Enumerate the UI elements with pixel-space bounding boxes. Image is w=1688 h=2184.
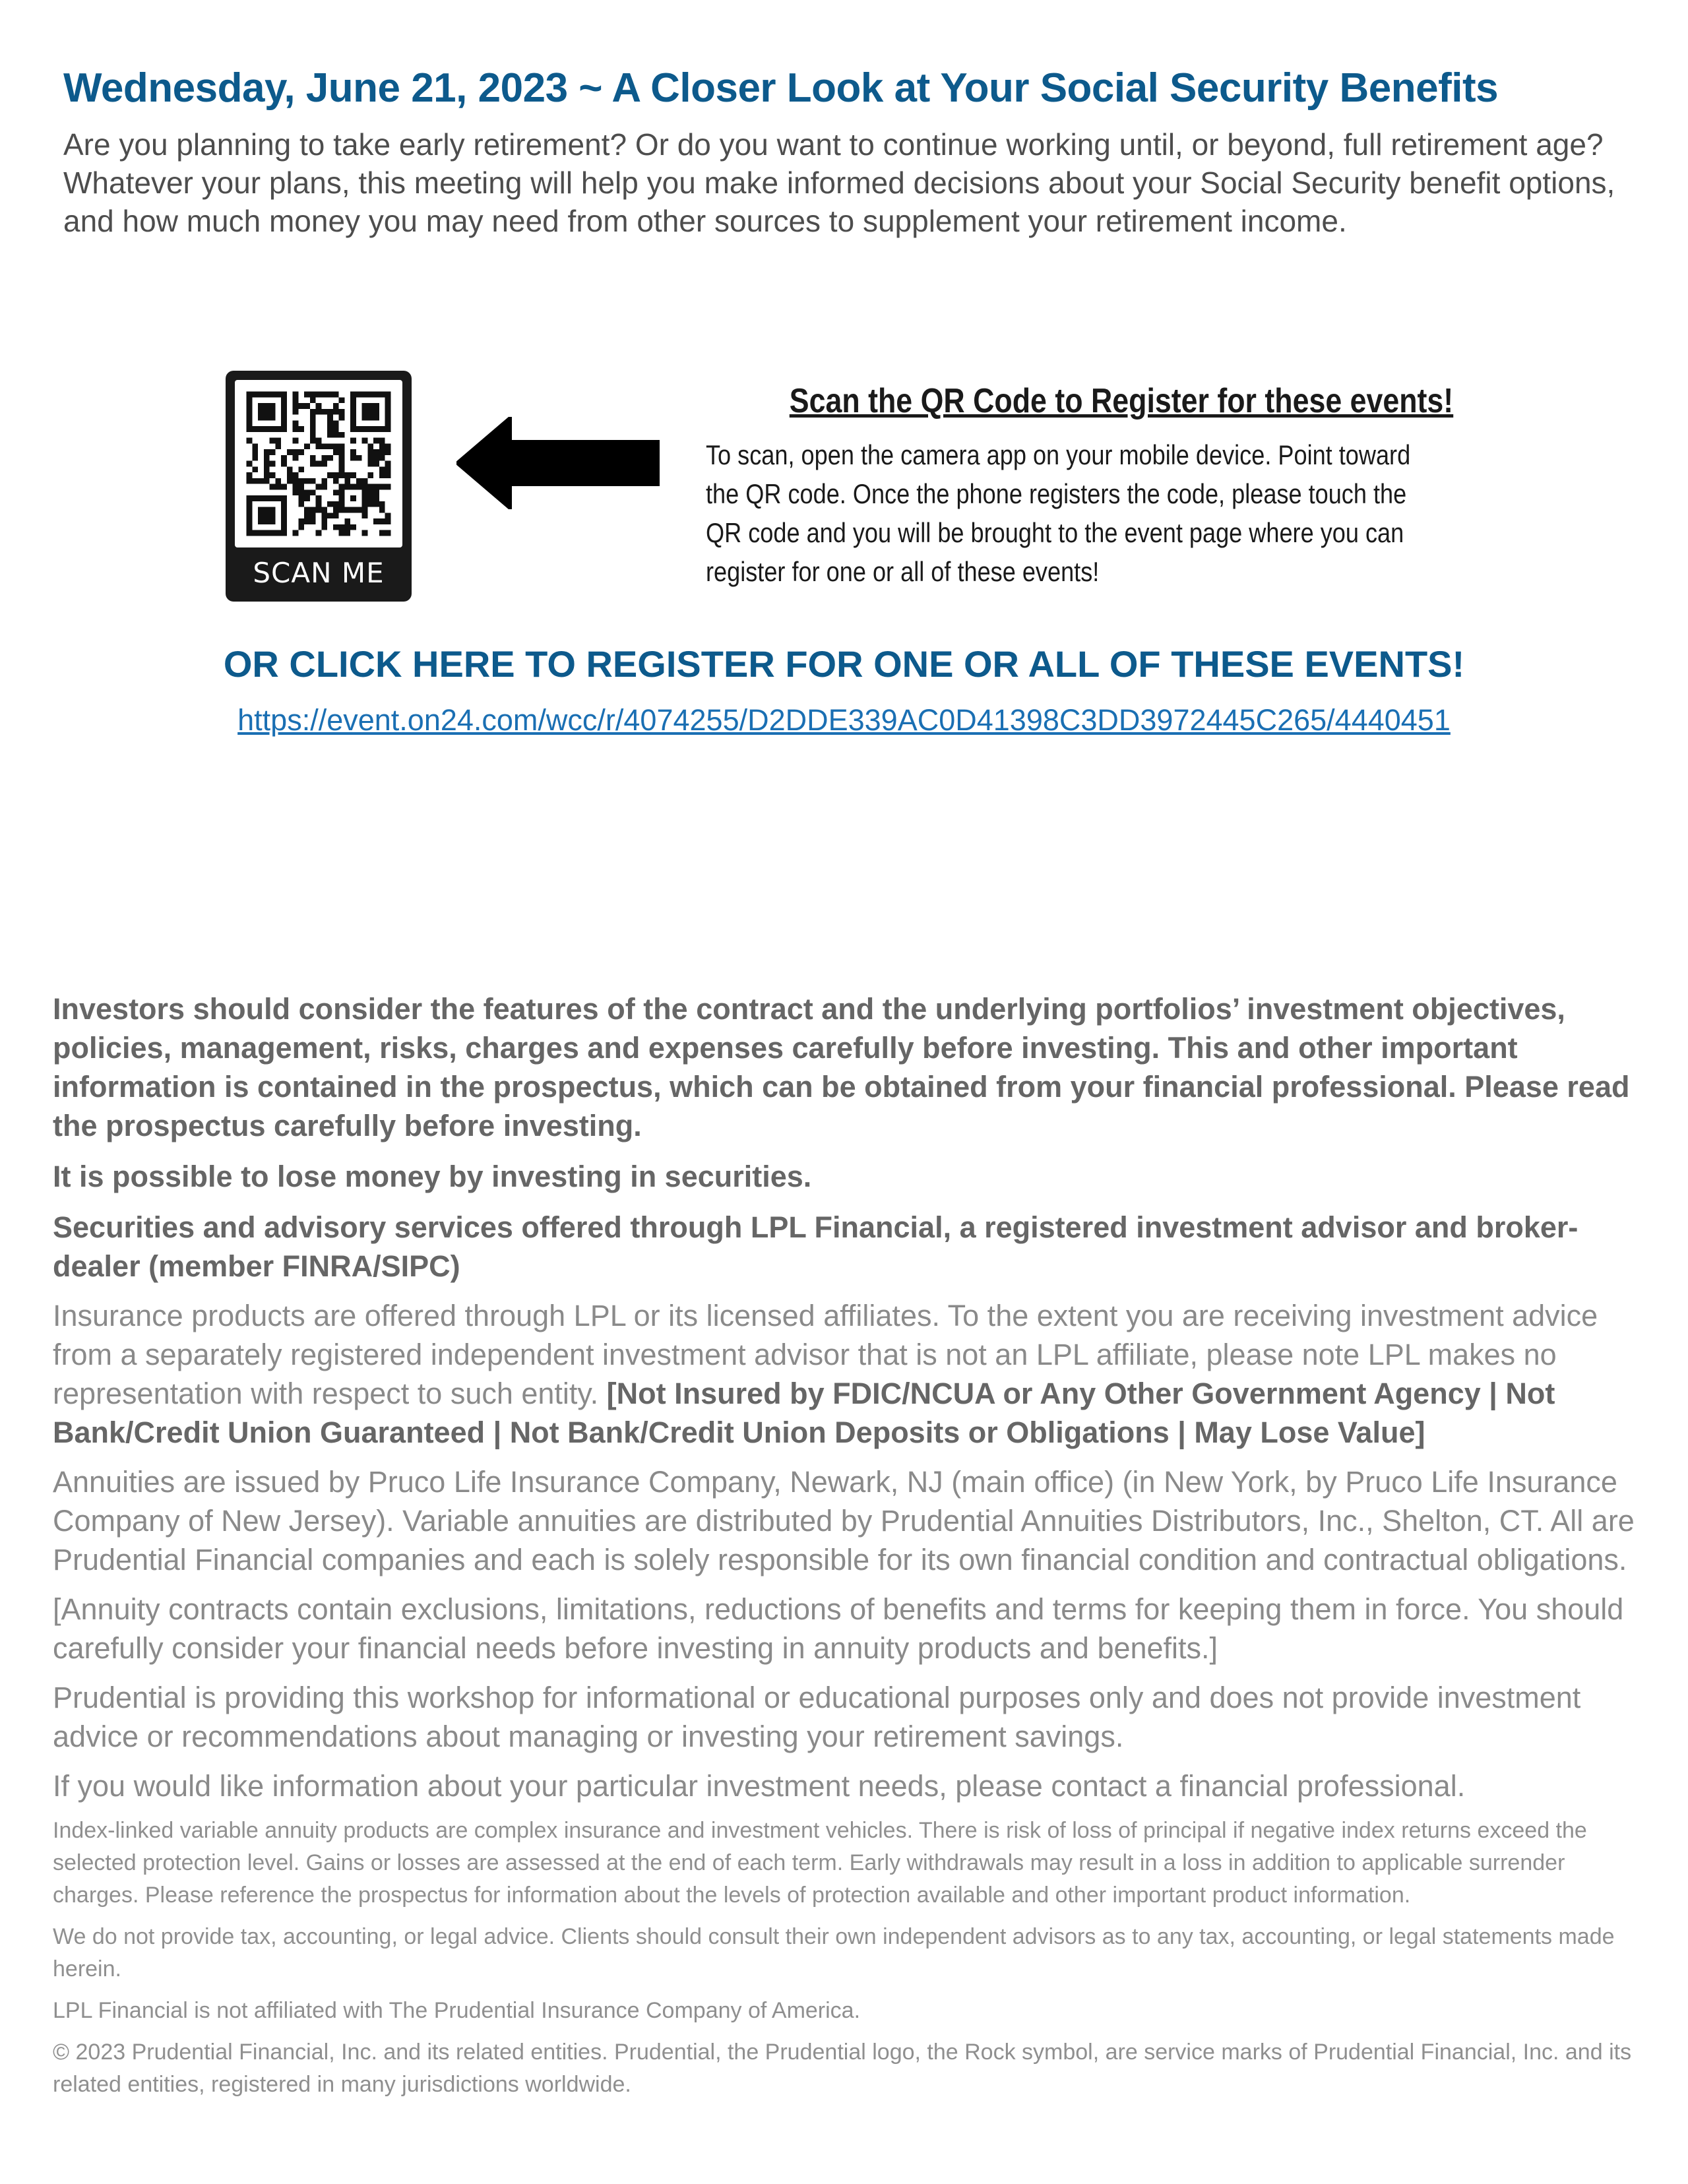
disclaimer-section — [53, 989, 1649, 2101]
disclaimer-lose-money: It is possible to lose money by investing in securities. — [53, 1160, 812, 1193]
disclaimer-insurance — [53, 1296, 1649, 1452]
disclaimer-workshop: Prudential is providing this workshop for informational or educational purposes only and does not provide investment advice or recommendations about managing or investing your retirement savings. — [53, 1681, 1581, 1753]
event-title: Wednesday, June 21, 2023 ~ A Closer Look at Your Social Security Benefits — [63, 65, 1499, 111]
disclaimer-tax: We do not provide tax, accounting, or legal advice. Clients should consult their own independent advisors as to any tax, accounting, or legal statements made herein. — [53, 1924, 1615, 1981]
arrow-left-icon — [456, 417, 661, 509]
register-link[interactable]: https://event.on24.com/wcc/r/4074255/D2DDE339AC0D41398C3DD3972445C265/4440451 — [237, 703, 1451, 737]
scan-qr-heading: Scan the QR Code to Register for these events! — [789, 382, 1454, 420]
disclaimer-not-insured: [Not Insured by FDIC/NCUA or Any Other Government Agency | Not Bank/Credit Union Guaranteed | Not Bank/Credit Union Deposits or Obligations | May Lose Value] — [53, 1377, 1555, 1449]
qr-code-image[interactable] — [235, 380, 402, 547]
disclaimer-copyright: © 2023 Prudential Financial, Inc. and its related entities. Prudential, the Prudential logo, the Rock symbol, are service marks of Prudential Financial, Inc. and its related entities, registered in many jurisdictions worldwide. — [53, 2040, 1632, 2097]
disclaimer-securities: Securities and advisory services offered through LPL Financial, a registered investment advisor and broker-dealer (member FINRA/SIPC) — [53, 1210, 1579, 1283]
disclaimer-contact: If you would like information about your particular investment needs, please contact a financial professional. — [53, 1769, 1466, 1803]
disclaimer-annuities: Annuities are issued by Pruco Life Insurance Company, Newark, NJ (main office) (in New York, by Pruco Life Insurance Company of New Jersey). Variable annuities are distributed by Prudential Annuities Distributors, Inc., Shelton, CT. All are Prudential Financial companies and each is solely responsible for its own financial condition and contractual obligations. — [53, 1465, 1635, 1576]
disclaimer-investors: Investors should consider the features of the contract and the underlying portfolios’ investment objectives, policies, management, risks, charges and expenses carefully before investing. This and other important information is contained in the prospectus, which can be obtained from your financial professional. Please read the prospectus carefully before investing. — [53, 992, 1630, 1142]
scan-qr-instructions: To scan, open the camera app on your mobile device. Point toward the QR code. Once the phone registers the code, please touch the QR code and you will be brought to the event page where you can register for one or all of these events! — [706, 439, 1411, 587]
qr-code-card[interactable] — [226, 371, 412, 602]
disclaimer-index-linked: Index-linked variable annuity products are complex insurance and investment vehicles. There is risk of loss of principal if negative index returns exceed the selected protection level. Gains or losses are assessed at the end of each term. Early withdrawals may result in a loss in addition to applicable surrender charges. Please reference the prospectus for information about the levels of protection available and other important product information. — [53, 1818, 1587, 1908]
disclaimer-lpl-affiliation: LPL Financial is not affiliated with The Prudential Insurance Company of America. — [53, 1998, 861, 2023]
disclaimer-annuity-contracts: [Annuity contracts contain exclusions, limitations, reductions of benefits and terms for keeping them in force. You should carefully consider your financial needs before investing in annuity products and benefits.] — [53, 1592, 1624, 1665]
register-heading[interactable]: OR CLICK HERE TO REGISTER FOR ONE OR ALL OF THESE EVENTS! — [223, 643, 1465, 685]
event-description: Are you planning to take early retirement? Or do you want to continue working until, or beyond, full retirement age? Whatever your plans, this meeting will help you make informed decisions about your Social Security benefit options, and how much money you may need from other sources to supplement your retirement income. — [63, 127, 1615, 238]
disclaimer-insurance-text: Insurance products are offered through LPL or its licensed affiliates. To the extent you are receiving investment advice from a separately registered independent investment advisor that is not an LPL affiliate, please note LPL makes no representation with respect to such entity. — [53, 1299, 1598, 1410]
qr-scan-me-label: SCAN ME — [253, 557, 385, 589]
